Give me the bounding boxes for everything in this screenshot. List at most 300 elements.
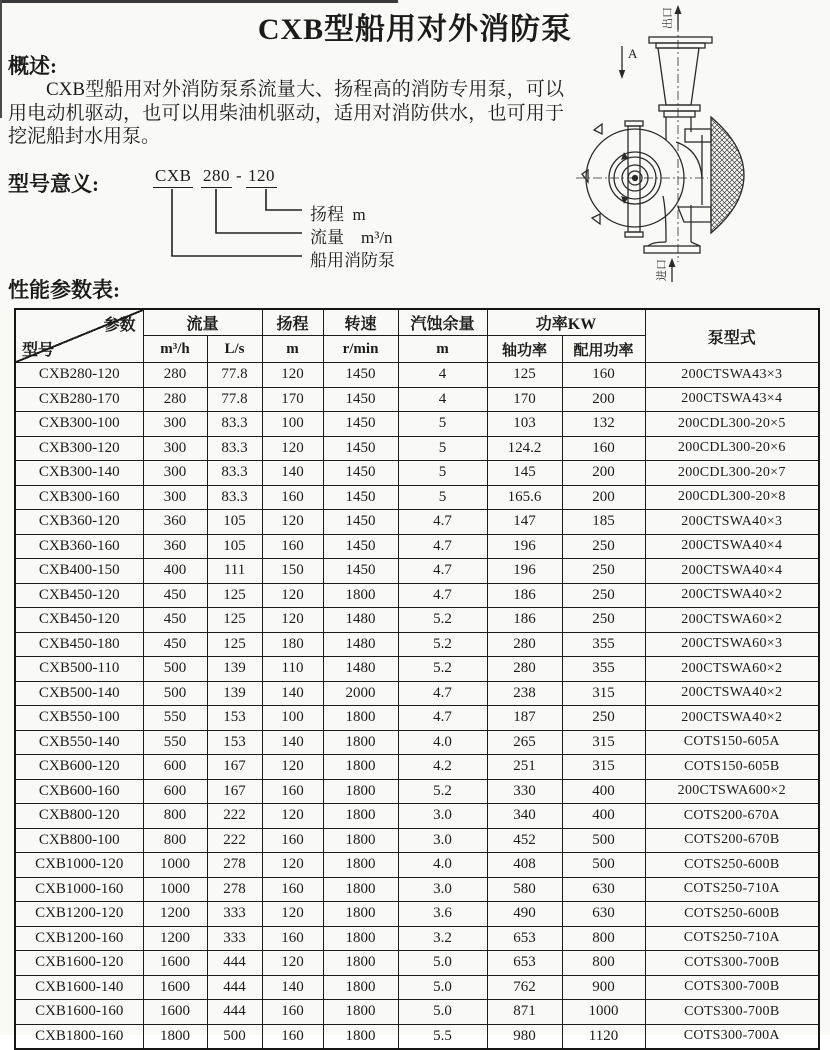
cell-rated-power: 400: [562, 779, 645, 804]
cell-rated-power: 315: [562, 730, 645, 755]
cell-npsh-m: 4: [398, 387, 487, 412]
cell-flow-ls: 105: [207, 534, 262, 559]
cell-head-m: 160: [262, 534, 323, 559]
cell-head-m: 160: [262, 779, 323, 804]
cell-flow-m3h: 280: [143, 387, 207, 412]
cell-model: CXB360-120: [15, 510, 143, 535]
cell-pump-type: 200CDL300-20×6: [645, 436, 819, 461]
overview-paragraph: CXB型船用对外消防泵系流量大、扬程高的消防专用泵，可以用电动机驱动，也可以用柴油机驱动，适用对消防供水，也可用于挖泥船封水用泵。: [8, 79, 564, 147]
cell-pump-type: COTS250-600B: [645, 853, 819, 878]
cell-shaft-power: 196: [487, 559, 562, 584]
cell-shaft-power: 280: [487, 657, 562, 682]
cell-rated-power: 630: [562, 902, 645, 927]
cell-rated-power: 900: [562, 975, 645, 1000]
cell-model: CXB300-160: [15, 485, 143, 510]
cell-pump-type: 200CTSWA40×2: [645, 681, 819, 706]
pump-technical-drawing: [572, 0, 830, 302]
cell-flow-m3h: 1800: [143, 1024, 207, 1049]
cell-model: CXB400-150: [15, 559, 143, 584]
cell-npsh-m: 5.2: [398, 608, 487, 633]
cell-pump-type: 200CTSWA60×2: [645, 608, 819, 633]
cell-npsh-m: 3.2: [398, 926, 487, 951]
performance-table-body: [15, 363, 819, 1050]
cell-flow-ls: 333: [207, 926, 262, 951]
cell-rated-power: 200: [562, 387, 645, 412]
cell-head-m: 110: [262, 657, 323, 682]
header-shaft-power: 轴功率: [487, 336, 562, 363]
cell-shaft-power: 653: [487, 951, 562, 976]
cell-pump-type: 200CDL300-20×8: [645, 485, 819, 510]
cell-speed-rpm: 1800: [323, 755, 398, 780]
cell-shaft-power: 186: [487, 583, 562, 608]
cell-speed-rpm: 1800: [323, 877, 398, 902]
table-row: [15, 657, 819, 682]
header-npsh-unit: m: [398, 336, 487, 363]
table-row: [15, 485, 819, 510]
cell-flow-ls: 83.3: [207, 461, 262, 486]
cell-model: CXB280-120: [15, 363, 143, 388]
cell-npsh-m: 3.0: [398, 877, 487, 902]
cell-npsh-m: 4.0: [398, 730, 487, 755]
cell-rated-power: 800: [562, 951, 645, 976]
cell-flow-ls: 111: [207, 559, 262, 584]
cell-flow-m3h: 550: [143, 730, 207, 755]
cell-speed-rpm: 1800: [323, 853, 398, 878]
header-rated-power: 配用功率: [562, 336, 645, 363]
table-row: [15, 681, 819, 706]
cell-shaft-power: 238: [487, 681, 562, 706]
view-a-label: A: [628, 46, 638, 61]
cell-speed-rpm: 1450: [323, 387, 398, 412]
performance-table: [14, 308, 820, 1050]
cell-head-m: 160: [262, 1024, 323, 1049]
cell-head-m: 160: [262, 877, 323, 902]
cell-model: CXB800-100: [15, 828, 143, 853]
cell-npsh-m: 4.0: [398, 853, 487, 878]
cell-rated-power: 400: [562, 804, 645, 829]
cell-model: CXB1800-160: [15, 1024, 143, 1049]
cell-flow-m3h: 800: [143, 828, 207, 853]
corner-header-cell: [15, 309, 143, 363]
cell-shaft-power: 103: [487, 412, 562, 437]
cell-flow-ls: 125: [207, 608, 262, 633]
cell-head-m: 120: [262, 608, 323, 633]
table-row: [15, 975, 819, 1000]
cell-head-m: 180: [262, 632, 323, 657]
table-row: [15, 877, 819, 902]
header-npsh: 汽蚀余量: [398, 309, 487, 336]
cell-flow-ls: 77.8: [207, 387, 262, 412]
cell-shaft-power: 580: [487, 877, 562, 902]
cell-head-m: 120: [262, 853, 323, 878]
cell-flow-ls: 83.3: [207, 485, 262, 510]
cell-flow-ls: 139: [207, 657, 262, 682]
cell-speed-rpm: 1450: [323, 412, 398, 437]
cell-pump-type: 200CTSWA40×4: [645, 559, 819, 584]
cell-rated-power: 250: [562, 583, 645, 608]
cell-model: CXB1600-160: [15, 1000, 143, 1025]
cell-speed-rpm: 1800: [323, 975, 398, 1000]
cell-rated-power: 630: [562, 877, 645, 902]
table-row: [15, 412, 819, 437]
cell-speed-rpm: 1480: [323, 657, 398, 682]
cell-shaft-power: 980: [487, 1024, 562, 1049]
cell-shaft-power: 251: [487, 755, 562, 780]
cell-rated-power: 500: [562, 828, 645, 853]
cell-flow-ls: 444: [207, 951, 262, 976]
cell-head-m: 160: [262, 485, 323, 510]
table-row: [15, 1024, 819, 1049]
cell-speed-rpm: 1450: [323, 485, 398, 510]
cell-npsh-m: 3.0: [398, 804, 487, 829]
table-row: [15, 828, 819, 853]
cell-npsh-m: 4.7: [398, 706, 487, 731]
cell-head-m: 150: [262, 559, 323, 584]
cell-flow-m3h: 450: [143, 632, 207, 657]
cell-shaft-power: 265: [487, 730, 562, 755]
table-row: [15, 755, 819, 780]
scan-artifact-top: [0, 0, 398, 3]
cell-model: CXB1000-160: [15, 877, 143, 902]
overview-heading: 概述:: [8, 54, 57, 78]
cell-model: CXB1000-120: [15, 853, 143, 878]
cell-flow-m3h: 600: [143, 755, 207, 780]
table-row: [15, 387, 819, 412]
cell-npsh-m: 4.7: [398, 559, 487, 584]
cell-flow-ls: 83.3: [207, 436, 262, 461]
cell-speed-rpm: 1480: [323, 632, 398, 657]
header-flow-ls: L/s: [207, 336, 262, 363]
cell-flow-m3h: 1600: [143, 1000, 207, 1025]
cell-pump-type: 200CTSWA60×3: [645, 632, 819, 657]
model-prefix: CXB: [153, 166, 193, 188]
cell-flow-m3h: 550: [143, 706, 207, 731]
cell-model: CXB1600-140: [15, 975, 143, 1000]
cell-pump-type: 200CTSWA43×3: [645, 363, 819, 388]
cell-npsh-m: 5.2: [398, 657, 487, 682]
cell-head-m: 160: [262, 1000, 323, 1025]
cell-model: CXB450-180: [15, 632, 143, 657]
cell-flow-ls: 153: [207, 730, 262, 755]
cell-flow-m3h: 800: [143, 804, 207, 829]
cell-flow-m3h: 600: [143, 779, 207, 804]
cell-flow-m3h: 1200: [143, 926, 207, 951]
cell-speed-rpm: 1800: [323, 583, 398, 608]
cell-pump-type: COTS200-670A: [645, 804, 819, 829]
cell-model: CXB360-160: [15, 534, 143, 559]
cell-flow-ls: 222: [207, 828, 262, 853]
cell-flow-ls: 278: [207, 877, 262, 902]
cell-model: CXB600-120: [15, 755, 143, 780]
table-row: [15, 926, 819, 951]
cell-flow-m3h: 300: [143, 485, 207, 510]
performance-table-heading: 性能参数表:: [8, 278, 120, 302]
cell-flow-ls: 222: [207, 804, 262, 829]
page-title: CXB型船用对外消防泵: [257, 13, 573, 46]
cell-shaft-power: 452: [487, 828, 562, 853]
cell-head-m: 140: [262, 975, 323, 1000]
cell-flow-ls: 333: [207, 902, 262, 927]
cell-model: CXB550-100: [15, 706, 143, 731]
cell-flow-m3h: 400: [143, 559, 207, 584]
cell-shaft-power: 280: [487, 632, 562, 657]
cell-pump-type: 200CTSWA600×2: [645, 779, 819, 804]
cell-shaft-power: 653: [487, 926, 562, 951]
cell-pump-type: COTS250-600B: [645, 902, 819, 927]
cell-rated-power: 132: [562, 412, 645, 437]
cell-rated-power: 160: [562, 363, 645, 388]
table-row: [15, 804, 819, 829]
cell-npsh-m: 5.0: [398, 951, 487, 976]
cell-rated-power: 250: [562, 706, 645, 731]
cell-pump-type: COTS150-605A: [645, 730, 819, 755]
cell-flow-ls: 77.8: [207, 363, 262, 388]
table-row: [15, 1000, 819, 1025]
cell-head-m: 100: [262, 706, 323, 731]
cell-flow-ls: 500: [207, 1024, 262, 1049]
header-flow-group: 流量: [143, 309, 262, 336]
cell-model: CXB1200-160: [15, 926, 143, 951]
table-row: [15, 902, 819, 927]
cell-rated-power: 315: [562, 755, 645, 780]
cell-npsh-m: 5: [398, 485, 487, 510]
cell-shaft-power: 196: [487, 534, 562, 559]
cell-shaft-power: 125: [487, 363, 562, 388]
cell-flow-m3h: 300: [143, 461, 207, 486]
cell-shaft-power: 762: [487, 975, 562, 1000]
cell-npsh-m: 5.0: [398, 975, 487, 1000]
cell-model: CXB450-120: [15, 583, 143, 608]
cell-flow-m3h: 360: [143, 510, 207, 535]
cell-head-m: 120: [262, 804, 323, 829]
cell-head-m: 120: [262, 436, 323, 461]
cell-rated-power: 500: [562, 853, 645, 878]
cell-speed-rpm: 1450: [323, 559, 398, 584]
cell-speed-rpm: 1800: [323, 1024, 398, 1049]
cell-flow-ls: 167: [207, 755, 262, 780]
cell-rated-power: 315: [562, 681, 645, 706]
cell-flow-ls: 125: [207, 583, 262, 608]
table-row: [15, 534, 819, 559]
cell-flow-ls: 125: [207, 632, 262, 657]
corner-model-label: 型号: [22, 342, 55, 359]
cell-speed-rpm: 1800: [323, 926, 398, 951]
cell-rated-power: 200: [562, 485, 645, 510]
cell-shaft-power: 330: [487, 779, 562, 804]
cell-pump-type: 200CTSWA40×4: [645, 534, 819, 559]
cell-shaft-power: 124.2: [487, 436, 562, 461]
table-row: [15, 632, 819, 657]
cell-speed-rpm: 1450: [323, 436, 398, 461]
cell-head-m: 120: [262, 951, 323, 976]
cell-head-m: 120: [262, 755, 323, 780]
cell-npsh-m: 4: [398, 363, 487, 388]
cell-model: CXB280-170: [15, 387, 143, 412]
cell-pump-type: 200CDL300-20×7: [645, 461, 819, 486]
header-power-group: 功率KW: [487, 309, 645, 336]
cell-flow-ls: 167: [207, 779, 262, 804]
cell-shaft-power: 340: [487, 804, 562, 829]
cell-head-m: 120: [262, 583, 323, 608]
cell-flow-m3h: 450: [143, 608, 207, 633]
cell-rated-power: 800: [562, 926, 645, 951]
cell-flow-m3h: 500: [143, 681, 207, 706]
cell-shaft-power: 145: [487, 461, 562, 486]
cell-pump-type: COTS300-700B: [645, 1000, 819, 1025]
cell-pump-type: COTS300-700B: [645, 975, 819, 1000]
cell-flow-m3h: 1000: [143, 877, 207, 902]
cell-model: CXB500-140: [15, 681, 143, 706]
cell-npsh-m: 5: [398, 461, 487, 486]
model-label-flow: 流量 m³/n: [310, 228, 393, 247]
header-pump-type: 泵型式: [645, 309, 819, 363]
cell-speed-rpm: 1800: [323, 706, 398, 731]
cell-head-m: 120: [262, 510, 323, 535]
model-flow-number: 280: [201, 166, 232, 188]
cell-head-m: 140: [262, 730, 323, 755]
model-head-number: 120: [246, 166, 277, 188]
table-row: [15, 853, 819, 878]
cell-shaft-power: 408: [487, 853, 562, 878]
cell-model: CXB300-120: [15, 436, 143, 461]
cell-model: CXB600-160: [15, 779, 143, 804]
table-row: [15, 436, 819, 461]
cell-npsh-m: 3.0: [398, 828, 487, 853]
header-speed: 转速: [323, 309, 398, 336]
inlet-label: 进口: [656, 259, 668, 281]
cell-npsh-m: 5.0: [398, 1000, 487, 1025]
cell-speed-rpm: 2000: [323, 681, 398, 706]
cell-flow-m3h: 300: [143, 436, 207, 461]
outlet-label: 出口: [662, 7, 674, 29]
model-separator: -: [236, 166, 243, 185]
cell-model: CXB500-110: [15, 657, 143, 682]
cell-model: CXB450-120: [15, 608, 143, 633]
table-row: [15, 779, 819, 804]
header-speed-unit: r/min: [323, 336, 398, 363]
cell-npsh-m: 5.2: [398, 632, 487, 657]
cell-flow-m3h: 450: [143, 583, 207, 608]
header-head: 扬程: [262, 309, 323, 336]
cell-rated-power: 250: [562, 559, 645, 584]
cell-npsh-m: 3.6: [398, 902, 487, 927]
cell-npsh-m: 4.7: [398, 534, 487, 559]
table-row: [15, 583, 819, 608]
cell-pump-type: 200CDL300-20×5: [645, 412, 819, 437]
model-label-head: 扬程 m: [310, 205, 366, 224]
cell-flow-ls: 83.3: [207, 412, 262, 437]
cell-head-m: 160: [262, 926, 323, 951]
cell-speed-rpm: 1450: [323, 510, 398, 535]
table-row: [15, 608, 819, 633]
cell-head-m: 170: [262, 387, 323, 412]
cell-speed-rpm: 1450: [323, 363, 398, 388]
cell-npsh-m: 4.7: [398, 583, 487, 608]
cell-flow-m3h: 1200: [143, 902, 207, 927]
corner-param-label: 参数: [103, 317, 136, 334]
cell-flow-ls: 105: [207, 510, 262, 535]
cell-rated-power: 250: [562, 608, 645, 633]
cell-head-m: 140: [262, 681, 323, 706]
cell-flow-m3h: 280: [143, 363, 207, 388]
cell-pump-type: COTS150-605B: [645, 755, 819, 780]
cell-pump-type: COTS200-670B: [645, 828, 819, 853]
cell-shaft-power: 490: [487, 902, 562, 927]
cell-flow-m3h: 1600: [143, 975, 207, 1000]
header-head-unit: m: [262, 336, 323, 363]
cell-npsh-m: 4.7: [398, 681, 487, 706]
cell-rated-power: 1000: [562, 1000, 645, 1025]
cell-speed-rpm: 1800: [323, 1000, 398, 1025]
cell-speed-rpm: 1480: [323, 608, 398, 633]
cell-rated-power: 355: [562, 632, 645, 657]
table-row: [15, 730, 819, 755]
cell-head-m: 100: [262, 412, 323, 437]
table-row: [15, 559, 819, 584]
cell-pump-type: 200CTSWA43×4: [645, 387, 819, 412]
cell-pump-type: 200CTSWA60×2: [645, 657, 819, 682]
cell-speed-rpm: 1800: [323, 730, 398, 755]
cell-rated-power: 1120: [562, 1024, 645, 1049]
cell-npsh-m: 5.5: [398, 1024, 487, 1049]
cell-npsh-m: 5: [398, 436, 487, 461]
cell-model: CXB300-140: [15, 461, 143, 486]
cell-shaft-power: 187: [487, 706, 562, 731]
cell-model: CXB800-120: [15, 804, 143, 829]
cell-shaft-power: 186: [487, 608, 562, 633]
table-row: [15, 461, 819, 486]
cell-pump-type: 200CTSWA40×3: [645, 510, 819, 535]
cell-model: CXB550-140: [15, 730, 143, 755]
cell-model: CXB1600-120: [15, 951, 143, 976]
cell-rated-power: 185: [562, 510, 645, 535]
table-row: [15, 363, 819, 388]
table-row: [15, 510, 819, 535]
cell-flow-ls: 278: [207, 853, 262, 878]
cell-pump-type: 200CTSWA40×2: [645, 706, 819, 731]
cell-npsh-m: 5: [398, 412, 487, 437]
cell-model: CXB300-100: [15, 412, 143, 437]
cell-flow-ls: 444: [207, 1000, 262, 1025]
cell-speed-rpm: 1800: [323, 779, 398, 804]
cell-pump-type: 200CTSWA40×2: [645, 583, 819, 608]
cell-head-m: 140: [262, 461, 323, 486]
model-meaning-heading: 型号意义:: [8, 172, 99, 196]
cell-rated-power: 355: [562, 657, 645, 682]
cell-speed-rpm: 1800: [323, 804, 398, 829]
cell-speed-rpm: 1800: [323, 902, 398, 927]
cell-npsh-m: 4.2: [398, 755, 487, 780]
cell-head-m: 160: [262, 828, 323, 853]
cell-rated-power: 250: [562, 534, 645, 559]
cell-flow-m3h: 500: [143, 657, 207, 682]
cell-head-m: 120: [262, 902, 323, 927]
cell-flow-m3h: 300: [143, 412, 207, 437]
cell-pump-type: COTS250-710A: [645, 877, 819, 902]
cell-flow-m3h: 360: [143, 534, 207, 559]
table-row: [15, 951, 819, 976]
cell-shaft-power: 170: [487, 387, 562, 412]
cell-speed-rpm: 1800: [323, 951, 398, 976]
cell-flow-ls: 153: [207, 706, 262, 731]
cell-rated-power: 160: [562, 436, 645, 461]
cell-speed-rpm: 1450: [323, 534, 398, 559]
cell-head-m: 120: [262, 363, 323, 388]
model-label-series: 船用消防泵: [310, 251, 395, 270]
cell-flow-m3h: 1600: [143, 951, 207, 976]
cell-pump-type: COTS300-700A: [645, 1024, 819, 1049]
cell-flow-ls: 139: [207, 681, 262, 706]
